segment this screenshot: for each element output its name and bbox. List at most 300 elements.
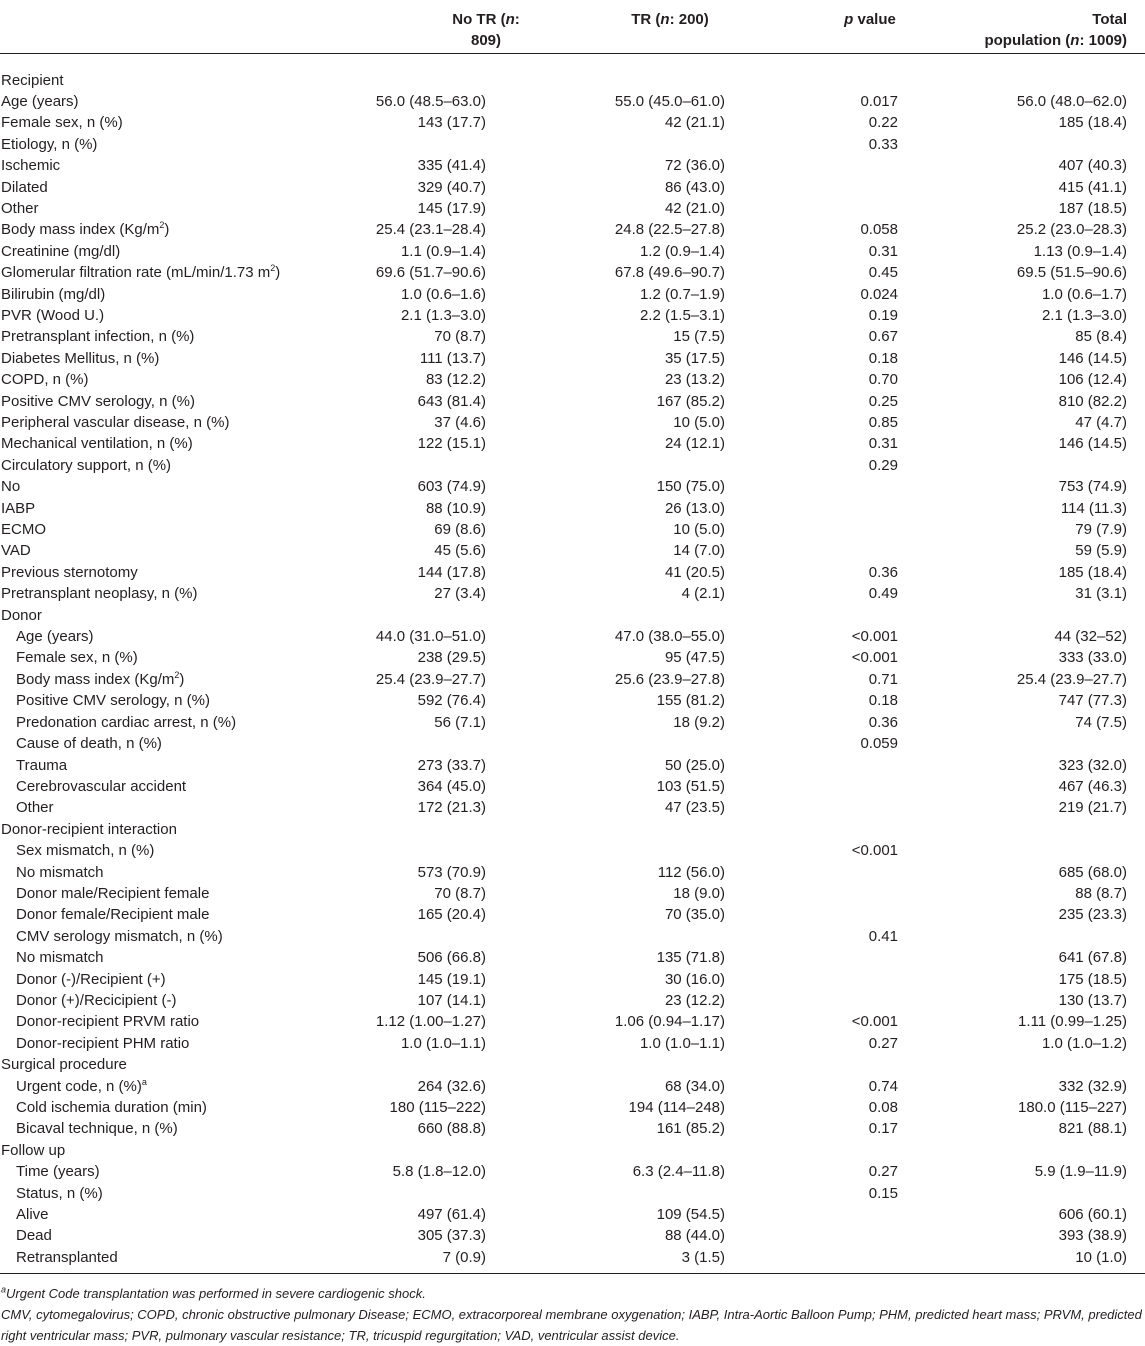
cell-p-value (725, 904, 935, 925)
cell-no-tr: 145 (17.9) (417, 199, 486, 217)
cell-no-tr: 660 (88.8) (417, 1120, 486, 1138)
cell-total: 47 (4.7) (1075, 414, 1127, 431)
cell-tr: 30 (16.0) (664, 970, 725, 988)
table-row (0, 369, 1145, 390)
table-row (0, 177, 1145, 198)
cell-tr: 109 (54.5) (656, 1206, 725, 1224)
cell-no-tr: 25.4 (23.1–28.4) (375, 221, 486, 239)
cell-p-value: 0.27 (868, 1163, 898, 1181)
table-row (0, 926, 1145, 947)
cell-tr: 14 (7.0) (673, 542, 725, 560)
cell-no-tr: 144 (17.8) (417, 563, 486, 581)
cell-tr: 41 (20.5) (664, 563, 725, 581)
header-total-population: Total population (n: 1009) (935, 0, 1145, 53)
table-row (0, 1033, 1145, 1054)
cell-total (935, 1054, 1145, 1075)
cell-no-tr (325, 840, 525, 861)
cell-p-value (725, 947, 935, 968)
cell-p-value (725, 969, 935, 990)
row-label: Peripheral vascular disease, n (%) (1, 414, 230, 431)
row-label: Previous sternotomy (1, 563, 138, 581)
cell-p-value: 0.29 (868, 456, 898, 474)
cell-tr: 24.8 (22.5–27.8) (614, 221, 725, 239)
cell-tr: 167 (85.2) (656, 392, 725, 410)
cell-tr (525, 605, 725, 626)
cell-total: 1.0 (0.6–1.7) (1041, 285, 1127, 303)
cell-total: 641 (67.8) (1058, 949, 1127, 967)
row-label: Cerebrovascular accident (16, 777, 187, 795)
cell-no-tr: 69.6 (51.7–90.6) (375, 264, 486, 282)
cell-total (935, 1140, 1145, 1161)
cell-tr: 68 (34.0) (664, 1077, 725, 1095)
cell-tr: 42 (21.1) (664, 114, 725, 132)
row-label: Donor-recipient interaction (1, 820, 177, 838)
cell-p-value: <0.001 (851, 1013, 898, 1031)
row-label: Pretransplant neoplasy, n (%) (1, 585, 198, 603)
cell-total: 747 (77.3) (1058, 692, 1127, 710)
cell-p-value: 0.31 (868, 242, 898, 260)
table-header (0, 0, 1145, 53)
row-label: Etiology, n (%) (1, 135, 98, 153)
cell-no-tr (325, 1183, 525, 1204)
cell-total: 2.1 (1.3–3.0) (1041, 306, 1127, 324)
cell-p-value: 0.024 (860, 285, 898, 303)
cell-p-value (725, 1204, 935, 1225)
cell-tr: 86 (43.0) (664, 178, 725, 196)
cell-no-tr: 145 (19.1) (417, 970, 486, 988)
row-label: Follow up (1, 1141, 66, 1159)
cell-tr: 161 (85.2) (656, 1120, 725, 1138)
cell-no-tr: 83 (12.2) (425, 371, 486, 389)
row-label: Donor (1, 606, 42, 624)
cell-total: 185 (18.4) (1058, 563, 1127, 581)
cell-tr: 150 (75.0) (656, 478, 725, 496)
cell-total: 10 (1.0) (935, 1247, 1145, 1274)
row-label: Age (years) (1, 92, 79, 110)
cell-total: 1.13 (0.9–1.4) (1033, 242, 1127, 260)
cell-p-value (725, 1140, 935, 1161)
cell-total: 175 (18.5) (1058, 970, 1127, 988)
cell-p-value: 0.27 (868, 1034, 898, 1052)
row-label: ECMO (1, 521, 46, 539)
cell-no-tr: 143 (17.7) (417, 114, 486, 132)
cell-tr (525, 134, 725, 155)
cell-p-value (725, 776, 935, 797)
header-tr: TR (n: 200) (525, 0, 725, 53)
row-label: Bicaval technique, n (%) (16, 1120, 178, 1138)
cell-tr: 18 (9.0) (673, 884, 725, 902)
row-label: Other (16, 799, 54, 817)
cell-total: 31 (3.1) (1075, 585, 1127, 603)
cell-tr: 50 (25.0) (664, 756, 725, 774)
cell-total: 25.2 (23.0–28.3) (1016, 221, 1127, 239)
table-row (0, 476, 1145, 497)
cell-no-tr (325, 605, 525, 626)
cell-tr (525, 840, 725, 861)
cell-total: 810 (82.2) (1058, 392, 1127, 410)
table-row (0, 540, 1145, 561)
cell-p-value (725, 883, 935, 904)
row-label: Donor (-)/Recipient (+) (16, 970, 166, 988)
cell-tr: 10 (5.0) (673, 414, 725, 431)
cell-p-value: <0.001 (851, 842, 898, 860)
table-row (0, 797, 1145, 818)
cell-p-value: 0.74 (868, 1077, 898, 1095)
table-footnotes (0, 1274, 1145, 1346)
row-label: Age (years) (16, 628, 94, 646)
table-row (0, 134, 1145, 155)
table-row (0, 433, 1145, 454)
table-row (0, 819, 1145, 840)
table-row (0, 1011, 1145, 1032)
row-label: Predonation cardiac arrest, n (%) (16, 713, 237, 731)
cell-tr: 112 (56.0) (657, 863, 725, 881)
cell-tr: 18 (9.2) (673, 713, 725, 731)
cell-no-tr: 273 (33.7) (417, 756, 486, 774)
header-row (0, 0, 1145, 53)
table-row (0, 1118, 1145, 1139)
cell-no-tr: 180 (115–222) (389, 1099, 486, 1116)
cell-tr: 23 (13.2) (664, 371, 725, 389)
cell-no-tr: 643 (81.4) (417, 392, 486, 410)
row-label: Body mass index $(Kg/m^2)$ (1, 220, 170, 239)
table-body (0, 53, 1145, 1274)
cell-p-value: 0.22 (868, 114, 898, 132)
row-label: COPD, n (%) (1, 371, 89, 389)
cell-p-value: 0.017 (860, 92, 898, 110)
cell-tr (525, 1054, 725, 1075)
cell-total: 393 (38.9) (1058, 1227, 1127, 1245)
cell-p-value: 0.71 (868, 670, 898, 688)
cell-total (935, 53, 1145, 91)
row-label: Circulatory support, n (%) (1, 456, 172, 474)
cell-tr: 194 (114–248) (628, 1099, 725, 1116)
cell-no-tr (325, 926, 525, 947)
cell-total: 88 (8.7) (1075, 884, 1127, 902)
row-label: Bilirubin (mg/dl) (1, 285, 106, 303)
cell-tr: 35 (17.5) (664, 349, 725, 367)
cell-total: 332 (32.9) (1058, 1077, 1127, 1095)
cell-p-value: 0.17 (868, 1120, 898, 1138)
cell-tr: 47 (23.5) (664, 799, 725, 817)
row-label: PVR (Wood U.) (1, 306, 105, 324)
cell-p-value: 0.36 (868, 563, 898, 581)
table-row (0, 1183, 1145, 1204)
cell-p-value (725, 755, 935, 776)
cell-p-value: 0.18 (868, 692, 898, 710)
cell-total: 407 (40.3) (1058, 157, 1127, 175)
cell-no-tr (325, 455, 525, 476)
cell-tr: 42 (21.0) (664, 199, 725, 217)
row-label: Cold ischemia duration (min) (16, 1099, 207, 1116)
cell-total: 1.11 (0.99–1.25) (1018, 1013, 1127, 1031)
cell-tr: 103 (51.5) (656, 777, 725, 795)
table-row (0, 284, 1145, 305)
cell-tr (525, 1140, 725, 1161)
table-row (0, 1161, 1145, 1182)
cell-no-tr: 70 (8.7) (434, 884, 486, 902)
cell-tr: 4 (2.1) (681, 585, 725, 603)
cell-p-value: 0.45 (868, 264, 898, 282)
cell-no-tr: 122 (15.1) (417, 435, 486, 453)
cell-p-value: 0.31 (868, 435, 898, 453)
cell-no-tr: 1.0 (1.0–1.1) (400, 1034, 486, 1052)
cell-p-value (725, 53, 935, 91)
table-row (0, 241, 1145, 262)
table-row (0, 883, 1145, 904)
cell-total: 685 (68.0) (1058, 863, 1127, 881)
cell-no-tr: 506 (66.8) (417, 949, 486, 967)
row-label: Positive CMV serology, n (%) (1, 392, 195, 410)
cell-tr: 15 (7.5) (673, 328, 725, 346)
row-label: Ischemic (1, 157, 61, 175)
cell-tr: 95 (47.5) (664, 649, 725, 667)
cell-no-tr: 329 (40.7) (417, 178, 486, 196)
cell-p-value (725, 155, 935, 176)
table-row (0, 391, 1145, 412)
table-row (0, 326, 1145, 347)
cell-no-tr: 603 (74.9) (417, 478, 486, 496)
cell-total: 180.0 (115–227) (1018, 1099, 1127, 1116)
cell-tr: 47.0 (38.0–55.0) (614, 628, 725, 646)
row-label: Donor male/Recipient female (16, 884, 210, 902)
header-label-cell (0, 0, 325, 53)
table-row (0, 519, 1145, 540)
cell-p-value (725, 177, 935, 198)
cell-no-tr: 264 (32.6) (417, 1077, 486, 1095)
cell-total (935, 134, 1145, 155)
row-label: Dead (16, 1227, 52, 1245)
cell-p-value: 0.19 (868, 306, 898, 324)
cell-no-tr: 27 (3.4) (434, 585, 486, 603)
table-row (0, 562, 1145, 583)
cell-total: 467 (46.3) (1058, 777, 1127, 795)
table-row (0, 1247, 1145, 1274)
cell-no-tr (325, 1054, 525, 1075)
cell-no-tr (325, 134, 525, 155)
cell-tr: 88 (44.0) (664, 1227, 725, 1245)
table-row (0, 1204, 1145, 1225)
cell-no-tr: 69 (8.6) (434, 521, 486, 539)
row-label: No mismatch (16, 863, 104, 881)
table-row (0, 498, 1145, 519)
cell-p-value (725, 797, 935, 818)
cell-p-value: 0.49 (868, 585, 898, 603)
cell-total: 146 (14.5) (1058, 435, 1127, 453)
row-label: Other (1, 199, 39, 217)
cell-total: 606 (60.1) (1058, 1206, 1127, 1224)
cell-no-tr: 25.4 (23.9–27.7) (375, 670, 486, 688)
cell-no-tr: 2.1 (1.3–3.0) (400, 306, 486, 324)
cell-p-value (725, 476, 935, 497)
row-label: Body mass index $(Kg/m^2)$ (16, 669, 185, 688)
cell-no-tr (325, 819, 525, 840)
cell-tr: 10 (5.0) (673, 521, 725, 539)
cell-total: 114 (11.3) (1060, 499, 1127, 517)
row-label: VAD (1, 542, 31, 560)
row-label: Donor (+)/Recicipient (-) (16, 991, 177, 1009)
cell-tr: 1.2 (0.7–1.9) (639, 285, 725, 303)
row-label: Time (years) (16, 1163, 100, 1181)
cell-p-value (725, 498, 935, 519)
row-label: Status, n (%) (16, 1184, 103, 1202)
cell-no-tr (325, 53, 525, 91)
cell-tr (525, 53, 725, 91)
cell-p-value: 0.058 (860, 221, 898, 239)
cell-no-tr: 573 (70.9) (417, 863, 486, 881)
cell-p-value (725, 198, 935, 219)
table-row (0, 904, 1145, 925)
cell-no-tr: 165 (20.4) (417, 906, 486, 924)
cell-tr (525, 455, 725, 476)
cell-tr: 26 (13.0) (664, 499, 725, 517)
row-label: Cause of death, n (%) (16, 735, 162, 753)
cell-tr: 1.0 (1.0–1.1) (639, 1034, 725, 1052)
row-label: Dilated (1, 178, 48, 196)
cell-p-value: 0.36 (868, 713, 898, 731)
header-no-tr: No TR (n: 809) (325, 0, 525, 53)
row-label: Positive CMV serology, n (%) (16, 692, 210, 710)
cell-no-tr: 70 (8.7) (434, 328, 486, 346)
row-label: IABP (1, 499, 36, 517)
cell-no-tr: 107 (14.1) (417, 991, 486, 1009)
table-row (0, 53, 1145, 91)
cell-no-tr: 592 (76.4) (417, 692, 486, 710)
row-label: Donor-recipient PRVM ratio (16, 1013, 200, 1031)
cell-tr: 72 (36.0) (664, 157, 725, 175)
table-row (0, 305, 1145, 326)
cell-tr: 1.06 (0.94–1.17) (614, 1013, 725, 1031)
cell-p-value (725, 990, 935, 1011)
cell-total: 79 (7.9) (1075, 521, 1127, 539)
cell-total: 59 (5.9) (1075, 542, 1127, 560)
cell-no-tr: 7 (0.9) (325, 1247, 525, 1274)
cell-p-value (725, 819, 935, 840)
table-row (0, 947, 1145, 968)
cell-p-value: <0.001 (851, 649, 898, 667)
row-label: Donor-recipient PHM ratio (16, 1034, 190, 1052)
row-label: Sex mismatch, n (%) (16, 842, 155, 860)
cell-no-tr: 56.0 (48.5–63.0) (375, 92, 486, 110)
table-row (0, 112, 1145, 133)
table-row (0, 198, 1145, 219)
cell-total: 44 (32–52) (1054, 628, 1127, 646)
cell-total (935, 455, 1145, 476)
table-row (0, 776, 1145, 797)
cell-tr (525, 733, 725, 754)
row-label: Donor female/Recipient male (16, 906, 210, 924)
row-label: Retransplanted (0, 1247, 325, 1274)
table-row (0, 1225, 1145, 1246)
row-label: No (1, 478, 21, 496)
table-row (0, 755, 1145, 776)
cell-p-value (725, 1225, 935, 1246)
cell-p-value: 0.15 (868, 1184, 898, 1202)
header-p-value: p value (725, 0, 935, 53)
cell-total: 415 (41.1) (1058, 178, 1127, 196)
table-row (0, 219, 1145, 240)
cell-tr: 70 (35.0) (664, 906, 725, 924)
cell-no-tr: 497 (61.4) (417, 1206, 486, 1224)
cell-no-tr: 56 (7.1) (434, 713, 486, 731)
cell-p-value (725, 540, 935, 561)
cell-p-value: 0.85 (868, 414, 898, 431)
cell-p-value: 0.25 (868, 392, 898, 410)
cell-p-value (725, 605, 935, 626)
cell-no-tr: 335 (41.4) (417, 157, 486, 175)
table-row (0, 669, 1145, 690)
table-row (0, 626, 1145, 647)
row-label: Female sex, n (%) (1, 114, 123, 132)
cell-total: 69.5 (51.5–90.6) (1016, 264, 1127, 282)
cell-no-tr: 172 (21.3) (417, 799, 486, 817)
cell-no-tr: 1.12 (1.00–1.27) (375, 1013, 486, 1031)
cell-total: 1.0 (1.0–1.2) (1041, 1034, 1127, 1052)
cell-no-tr: 1.1 (0.9–1.4) (400, 242, 486, 260)
cell-no-tr: 1.0 (0.6–1.6) (400, 285, 486, 303)
row-label: Recipient (1, 71, 64, 89)
row-label: Mechanical ventilation, n (%) (1, 435, 193, 453)
cell-total: 56.0 (48.0–62.0) (1016, 92, 1127, 110)
cell-total (935, 819, 1145, 840)
cell-p-value (725, 519, 935, 540)
row-label: No mismatch (16, 949, 104, 967)
cell-no-tr: 238 (29.5) (417, 649, 486, 667)
table-row (0, 455, 1145, 476)
row-label: Alive (16, 1206, 49, 1224)
cell-total: 323 (32.0) (1058, 756, 1127, 774)
cell-total: 130 (13.7) (1058, 991, 1127, 1009)
table-row (0, 583, 1145, 604)
footnote-a: $^a$Urgent Code transplantation was performed in severe cardiogenic shock. (1, 1284, 426, 1302)
cell-no-tr: 5.8 (1.8–12.0) (392, 1163, 486, 1181)
cell-total (935, 1183, 1145, 1204)
cell-no-tr: 364 (45.0) (417, 777, 486, 795)
table-row (0, 733, 1145, 754)
cell-total: 5.9 (1.9–11.9) (1034, 1163, 1127, 1181)
table-row (0, 862, 1145, 883)
cell-tr (525, 926, 725, 947)
cell-tr: 3 (1.5) (525, 1247, 725, 1274)
cell-total: 821 (88.1) (1058, 1120, 1127, 1138)
cell-total: 74 (7.5) (1075, 713, 1127, 731)
row-label: Urgent code, n (%)$^a$ (16, 1076, 147, 1095)
table-row (0, 690, 1145, 711)
cell-p-value (725, 1054, 935, 1075)
cell-no-tr: 44.0 (31.0–51.0) (375, 628, 486, 646)
table-row (0, 1097, 1145, 1118)
cell-p-value: 0.08 (868, 1099, 898, 1116)
row-label: CMV serology mismatch, n (%) (16, 927, 223, 945)
cell-total (935, 733, 1145, 754)
cell-p-value: 0.41 (868, 927, 898, 945)
table-row (0, 990, 1145, 1011)
cell-no-tr: 111 (13.7) (419, 349, 486, 367)
cell-no-tr: 37 (4.6) (434, 414, 486, 431)
cell-tr: 24 (12.1) (664, 435, 725, 453)
cell-tr: 155 (81.2) (656, 692, 725, 710)
table-row (0, 91, 1145, 112)
cell-total: 235 (23.3) (1058, 906, 1127, 924)
cell-tr: 23 (12.2) (664, 991, 725, 1009)
cell-tr: 67.8 (49.6–90.7) (614, 264, 725, 282)
table-row (0, 1054, 1145, 1075)
row-label: Pretransplant infection, n (%) (1, 328, 195, 346)
cell-total (935, 926, 1145, 947)
cell-tr (525, 1183, 725, 1204)
row-label: Glomerular filtration rate (mL/min/1.73 $m^2$) (1, 263, 281, 282)
cell-no-tr (325, 733, 525, 754)
